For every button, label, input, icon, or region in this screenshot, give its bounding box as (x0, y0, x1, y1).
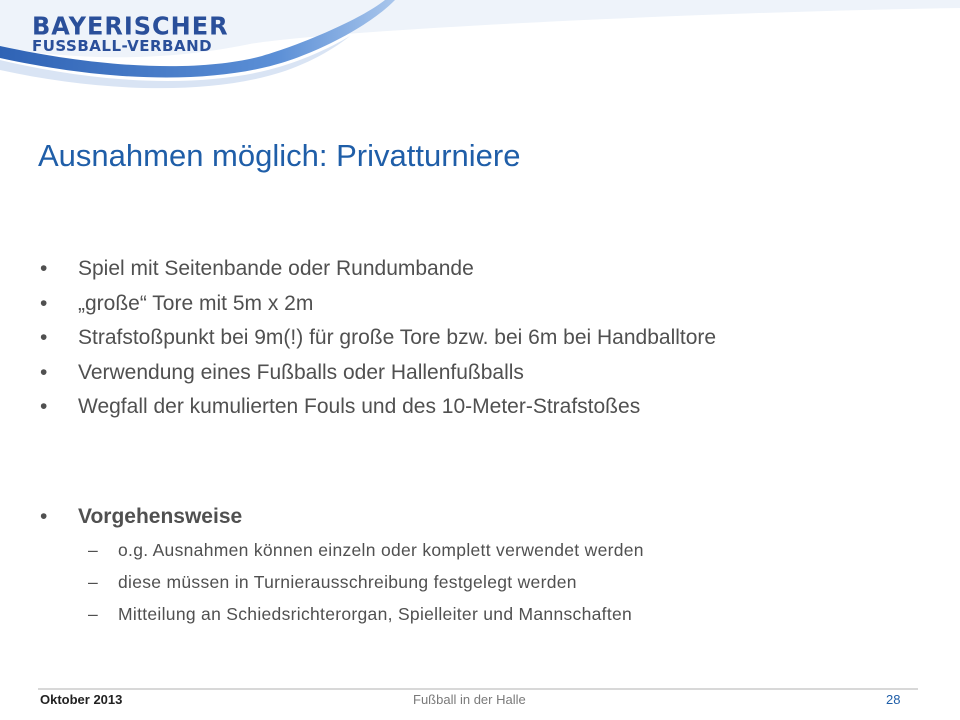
bullet-item (40, 287, 940, 322)
bullet-symbol: • (40, 360, 48, 384)
logo (32, 11, 229, 55)
dash-symbol: – (88, 572, 99, 592)
sub-item-text: diese müssen in Turnierausschreibung festgelegt werden (118, 572, 577, 592)
sub-item-text: Mitteilung an Schiedsrichterorgan, Spielleiter und Mannschaften (118, 604, 633, 624)
slide-title: Ausnahmen möglich: Privatturniere (38, 138, 521, 173)
bullet-item (40, 252, 940, 287)
sub-item-text: o.g. Ausnahmen können einzeln oder komplett verwendet werden (118, 540, 644, 560)
footer-title: Fußball in der Halle (413, 692, 526, 707)
bullet-text: „große“ Tore mit 5m x 2m (78, 291, 314, 315)
sub-item (40, 566, 940, 598)
bullet-text: Wegfall der kumulierten Fouls und des 10-Meter-Strafstoßes (78, 395, 641, 418)
page-number: 28 (886, 692, 901, 707)
bullet-text: Verwendung eines Fußballs oder Hallenfußballs (78, 360, 524, 384)
bullet-text: Spiel mit Seitenbande oder Rundumbande (78, 257, 474, 280)
sub-item (40, 598, 940, 630)
bullet-symbol: • (40, 291, 48, 315)
bullet-item (40, 390, 940, 425)
bullet-symbol: • (40, 257, 48, 280)
bullet-symbol: • (40, 505, 48, 528)
section-heading-text: Vorgehensweise (78, 505, 243, 528)
dash-symbol: – (88, 604, 99, 624)
sub-item (40, 534, 940, 566)
bullet-item (40, 321, 940, 356)
section-heading (40, 500, 940, 534)
logo-line-1: BAYERISCHER (32, 11, 229, 41)
procedure-section (40, 500, 940, 630)
bullet-list (40, 252, 940, 425)
bullet-text: Strafstoßpunkt bei 9m(!) für große Tore bzw. bei 6m bei Handballtore (78, 326, 717, 349)
logo-line-2: FUSSBALL-VERBAND (32, 37, 213, 55)
bullet-item (40, 356, 940, 391)
dash-symbol: – (88, 540, 99, 560)
footer-date: Oktober 2013 (40, 692, 123, 707)
bullet-symbol: • (40, 395, 48, 418)
footer-divider (38, 688, 918, 690)
bullet-symbol: • (40, 326, 48, 349)
